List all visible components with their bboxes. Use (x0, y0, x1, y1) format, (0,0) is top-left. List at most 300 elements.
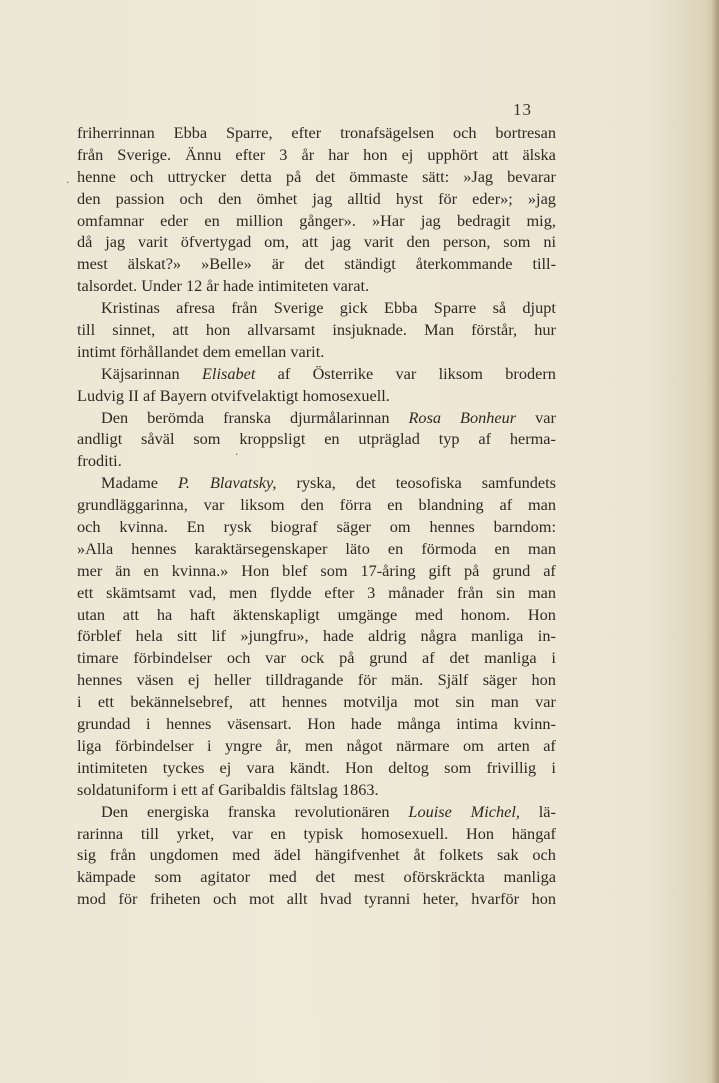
text-line (77, 210, 556, 232)
text-line (77, 823, 556, 845)
word: Man (424, 320, 454, 340)
word: män. (391, 670, 424, 690)
word: säger (482, 670, 518, 690)
text-line (77, 713, 556, 735)
word: energiska (146, 801, 210, 821)
word: lif (211, 626, 226, 646)
word: hela (135, 626, 163, 646)
word: med (232, 845, 261, 865)
word: med (268, 867, 297, 887)
word: men (305, 735, 334, 755)
word: sätt: (422, 166, 450, 186)
word: för (118, 889, 138, 909)
word: upphört (427, 144, 479, 164)
text-line (77, 253, 556, 275)
word: något (346, 735, 383, 755)
word: varit (138, 232, 168, 252)
word: den (300, 495, 324, 515)
word: hade (322, 626, 354, 646)
word: och (179, 188, 203, 208)
word: en (143, 560, 159, 580)
text-line (77, 604, 556, 626)
word: hur (534, 320, 556, 340)
word: månader (388, 582, 445, 602)
word: på (285, 166, 302, 186)
word: mest (354, 867, 385, 887)
word: liga (77, 735, 102, 755)
word: hon (363, 144, 388, 164)
text-segment: Ludvig II af Bayern otvifvelaktigt homosexuell. (77, 385, 390, 405)
word: varit (363, 232, 394, 252)
word: flydde (269, 582, 312, 602)
word: i (77, 692, 82, 712)
word: i (145, 714, 151, 734)
word: vara (246, 757, 275, 777)
word: tyranni (364, 889, 411, 909)
word: manliga (484, 648, 537, 668)
word: »Belle» (201, 254, 252, 274)
word: vad, (188, 582, 217, 602)
word: kämpade (77, 867, 136, 887)
word: biograf (270, 517, 318, 537)
word: en (387, 495, 403, 515)
word: kändt. (289, 757, 330, 777)
text-line (77, 560, 556, 582)
text-line (77, 801, 556, 823)
word: rysk (223, 517, 252, 537)
word: ömhet (256, 188, 298, 208)
word: för (357, 670, 377, 690)
word: Käjsarinnan (101, 363, 180, 383)
word: att (301, 232, 319, 252)
word: heller (214, 670, 252, 690)
word: man (527, 538, 556, 558)
word: kroppsligt (239, 429, 306, 449)
word: från (231, 298, 258, 318)
word: en (324, 429, 340, 449)
word: var (265, 648, 286, 668)
text-segment: soldatuniform i ett af Garibaldis fältslag 1863. (77, 779, 379, 799)
word: åt (413, 845, 426, 865)
word: grund (369, 648, 408, 668)
word: 3 (367, 582, 376, 602)
word: mest (77, 254, 108, 274)
page-edge-shadow (711, 0, 719, 1083)
word: i (207, 735, 212, 755)
word: och (532, 845, 556, 865)
word: hennes (166, 714, 212, 734)
word: i (551, 648, 556, 668)
word: det (315, 867, 336, 887)
word: djupt (522, 298, 556, 318)
word: än (115, 560, 131, 580)
word: 3 (279, 144, 288, 164)
text-line (77, 319, 556, 341)
word: af (543, 735, 556, 755)
word: i (551, 757, 556, 777)
word: karaktärsegenskaper (194, 538, 328, 558)
word: Hon (465, 823, 494, 843)
word: många (397, 714, 441, 734)
word: bekännelsebref, (130, 692, 233, 712)
word: revolutionären (294, 801, 390, 821)
word: en (204, 210, 220, 230)
word: återkommande (415, 254, 513, 274)
word: hon (205, 320, 231, 340)
word: den (218, 188, 242, 208)
word: säger (336, 517, 371, 537)
word: ömmaste (349, 166, 409, 186)
word: år (301, 144, 315, 164)
word: öfvertygad (180, 232, 252, 252)
text-line (77, 647, 556, 669)
word: agitator (200, 867, 251, 887)
word: Själf (437, 670, 469, 690)
word: mer (77, 560, 103, 580)
word: gick (339, 298, 368, 318)
word: för (438, 188, 458, 208)
word: att (172, 320, 189, 340)
italic-word: Elisabet (201, 363, 256, 383)
word: hon (531, 889, 556, 909)
word: hennes (131, 538, 177, 558)
word: Österrike (312, 363, 374, 383)
word: ej (219, 757, 232, 777)
word: lä- (538, 801, 556, 821)
word: Sverige (273, 298, 324, 318)
word: efter (324, 582, 355, 602)
word: gånger». (299, 210, 356, 230)
word: »jag (527, 188, 556, 208)
text-line (77, 516, 556, 538)
word: förmoda (421, 538, 477, 558)
word: det (304, 254, 325, 274)
word: eder (160, 210, 189, 230)
word: från (77, 144, 104, 164)
word: efter (291, 123, 322, 142)
word: på (339, 648, 355, 668)
word: aldrig (368, 626, 407, 646)
word: friheten (149, 889, 201, 909)
word: utan (77, 604, 106, 624)
word: ungdomen (149, 845, 219, 865)
word: liksom (438, 363, 483, 383)
word: det (449, 648, 470, 668)
word: Hon (345, 757, 374, 777)
word: bedragit (456, 210, 511, 230)
word: om (389, 517, 411, 537)
text-line (77, 341, 556, 363)
word: andligt (77, 429, 123, 449)
word: »Har (372, 210, 405, 230)
word: sinnet, (112, 320, 156, 340)
italic-word: P. (178, 473, 190, 493)
word: som (320, 560, 348, 580)
word: motvilja (343, 692, 398, 712)
word: sin (455, 692, 475, 712)
text-line (77, 297, 556, 319)
word: hade (350, 714, 382, 734)
italic-word: Rosa (408, 407, 442, 427)
word: hennes (77, 670, 123, 690)
word: intimiteten (77, 757, 148, 777)
word: som (444, 757, 472, 777)
word: rarinna (77, 823, 124, 843)
word: var (535, 407, 556, 427)
word: allt (286, 889, 308, 909)
word: typisk (303, 823, 344, 843)
word: homosexuell. (360, 823, 449, 843)
text-line (77, 582, 556, 604)
word: manliga (470, 626, 524, 646)
word: efter (235, 144, 266, 164)
word: barndom: (493, 517, 556, 537)
word: och (453, 123, 477, 142)
word: Madame (101, 473, 158, 493)
word: folkets (438, 845, 484, 865)
text-line (77, 735, 556, 757)
word: hvad (320, 889, 352, 909)
word: och (226, 648, 251, 668)
word: blef (282, 560, 308, 580)
word: mot (413, 692, 440, 712)
word: hängifvenhet (314, 845, 400, 865)
word: mod (77, 889, 106, 909)
word: grund (492, 560, 531, 580)
word: kvinna. (119, 517, 168, 537)
word: om (462, 735, 484, 755)
word: en (494, 538, 510, 558)
word: heter, (422, 889, 459, 909)
word: en (270, 823, 286, 843)
word: var (231, 823, 253, 843)
word: och (212, 889, 237, 909)
word: men (229, 582, 258, 602)
word: hängaf (511, 823, 556, 843)
word: typ (438, 429, 460, 449)
word: tilldragande (265, 670, 344, 690)
word: Hon (241, 560, 270, 580)
word: passion (115, 188, 165, 208)
word: mot (248, 889, 275, 909)
word: skämtsamt (106, 582, 176, 602)
text-line (77, 888, 556, 910)
word: intima (456, 714, 498, 734)
word: berömda (147, 407, 205, 427)
word: manliga (503, 867, 556, 887)
word: samfundets (481, 473, 556, 493)
word: teosofiska (395, 473, 462, 493)
word: person, (442, 232, 491, 252)
word: hon (531, 670, 556, 690)
text-line (77, 450, 556, 472)
word: förblef (77, 626, 122, 646)
word: ett (77, 582, 94, 602)
word: eder»; (472, 188, 513, 208)
word: ni (543, 232, 556, 252)
word: grundad (77, 714, 131, 734)
word: timare (77, 648, 119, 668)
word: »Alla (77, 538, 114, 558)
text-segment: intimt förhållandet dem emellan varit. (77, 341, 325, 361)
word: hennes (281, 692, 328, 712)
italic-word: Bonheur (460, 407, 517, 427)
word: tronafsägelsen (340, 123, 435, 142)
word: sin (496, 582, 516, 602)
word: såväl (141, 429, 175, 449)
word: Den (101, 407, 129, 427)
word: var (535, 692, 556, 712)
body-text (77, 122, 556, 910)
word: ha (156, 604, 173, 624)
word: tyckes (162, 757, 205, 777)
word: oförskräckta (403, 867, 485, 887)
word: ej (188, 670, 200, 690)
word: man (490, 692, 519, 712)
word: från (109, 845, 136, 865)
word: som (503, 232, 531, 252)
word: om, (264, 232, 290, 252)
text-segment: talsordet. Under 12 år hade intimiteten varat. (77, 276, 370, 296)
word: är (271, 254, 285, 274)
text-line (77, 866, 556, 888)
word: yrket, (176, 823, 215, 843)
word: djurmålarinnan (290, 407, 390, 427)
word: allvarsamt (247, 320, 316, 340)
word: Kristinas (101, 298, 160, 318)
paper-speck: · (66, 176, 70, 189)
word: förra (339, 495, 372, 515)
word: gift (428, 560, 452, 580)
text-line (77, 188, 556, 210)
word: som (154, 867, 182, 887)
word: Sverige. (117, 144, 172, 164)
word: jag (312, 188, 333, 208)
word: brodern (505, 363, 556, 383)
word: jag (331, 232, 351, 252)
word: ej (401, 144, 414, 164)
word: att (249, 692, 266, 712)
word: till (77, 320, 96, 340)
word: sak (496, 845, 519, 865)
word: läto (345, 538, 370, 558)
text-line (77, 166, 556, 188)
word: »jungfru», (240, 626, 309, 646)
text-line (77, 407, 556, 429)
word: kvinna.» (171, 560, 229, 580)
word: år, (275, 735, 292, 755)
text-line (77, 538, 556, 560)
text-line (77, 385, 556, 407)
text-line (77, 363, 556, 385)
italic-word: Blavatsky, (209, 473, 277, 493)
word: liksom (240, 495, 285, 515)
word: million (236, 210, 284, 230)
word: den (77, 188, 101, 208)
italic-word: Michel, (470, 801, 520, 821)
word: Ebba (173, 123, 208, 142)
text-line (77, 669, 556, 691)
word: förbindelser (133, 648, 213, 668)
word: bevarar (507, 166, 556, 186)
text-line (77, 428, 556, 450)
word: »Jag (463, 166, 494, 186)
word: insjuknade. (332, 320, 407, 340)
word: honom. (460, 604, 511, 624)
word: detta (240, 166, 272, 186)
word: hennes (429, 517, 475, 537)
text-line (77, 275, 556, 297)
word: Ännu (185, 144, 222, 164)
word: frivillig (486, 757, 537, 777)
paper-speck: · (235, 448, 239, 461)
word: ständigt (344, 254, 396, 274)
text-line (77, 625, 556, 647)
text-line (77, 122, 556, 144)
word: afresa (176, 298, 215, 318)
word: sig (77, 845, 97, 865)
word: jag (420, 210, 441, 230)
word: uttrycker (167, 166, 227, 186)
word: franska (223, 407, 272, 427)
word: närmare (396, 735, 450, 755)
word: haft (189, 604, 216, 624)
word: grundläggarinna, (77, 495, 188, 515)
text-line (77, 691, 556, 713)
word: franska (227, 801, 276, 821)
word: älska (522, 144, 556, 164)
word: att (122, 604, 140, 624)
word: blandning (418, 495, 484, 515)
word: jag (105, 232, 126, 252)
word: deltog (388, 757, 429, 777)
word: till (140, 823, 159, 843)
word: 17-åring (360, 560, 416, 580)
word: af (543, 560, 556, 580)
word: hyst (395, 188, 424, 208)
word: och (129, 166, 154, 186)
page-number: 13 (513, 100, 532, 119)
word: ryska, (296, 473, 336, 493)
word: har (328, 144, 350, 164)
word: af (499, 495, 513, 515)
word: hvarför (471, 889, 520, 909)
word: den (406, 232, 431, 252)
word: Den (101, 801, 129, 821)
word: väsensart. (226, 714, 292, 734)
word: umgänge (337, 604, 398, 624)
word: man (527, 582, 556, 602)
word: af (422, 648, 435, 668)
word: ett (97, 692, 115, 712)
word: herma- (509, 429, 556, 449)
text-line (77, 472, 556, 494)
text-line (77, 757, 556, 779)
word: kvinn- (513, 714, 556, 734)
word: det (355, 473, 376, 493)
word: var (395, 363, 417, 383)
word: som (193, 429, 221, 449)
word: mig, (526, 210, 556, 230)
word: väsen (136, 670, 174, 690)
text-line (77, 144, 556, 166)
text-line (77, 779, 556, 801)
word: sitt (177, 626, 198, 646)
word: yngre (224, 735, 263, 755)
word: man (527, 495, 556, 515)
word: och (77, 517, 101, 537)
word: att (492, 144, 509, 164)
